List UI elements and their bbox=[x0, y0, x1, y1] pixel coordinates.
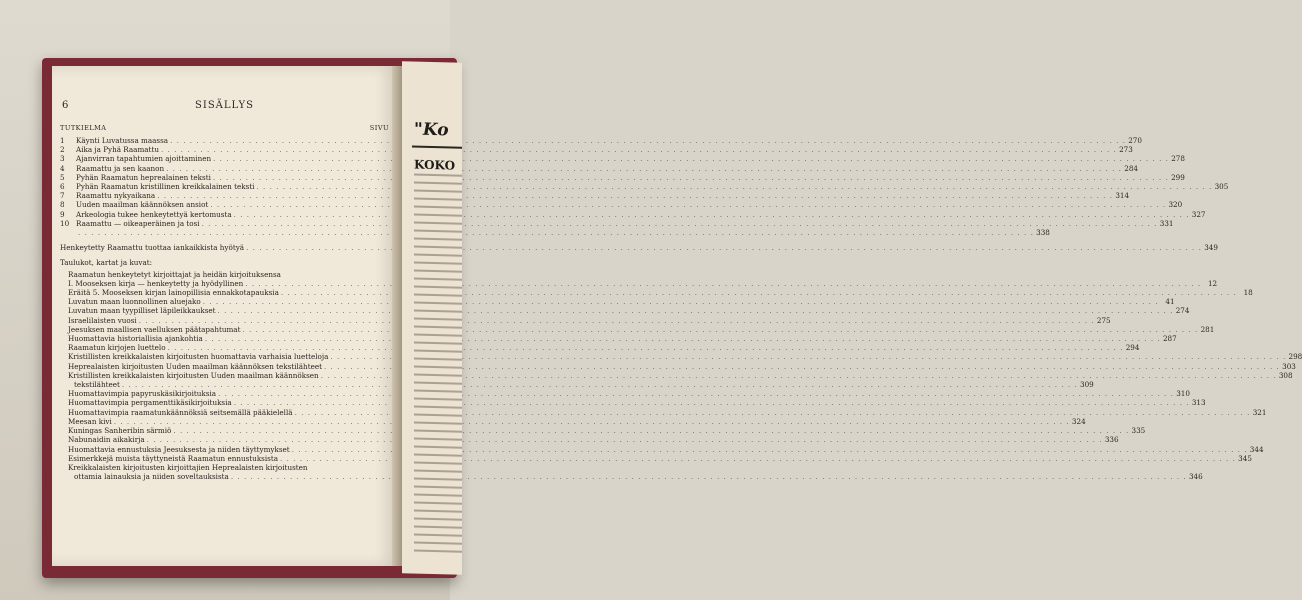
table-entry-title: Jeesuksen maallisen vaelluksen päätapahtumat bbox=[68, 324, 241, 334]
table-entry-row bbox=[60, 407, 1267, 417]
study-page: 331 bbox=[1159, 218, 1174, 228]
table-entry-row bbox=[60, 472, 1203, 482]
table-entry-title: Kristillisten kreikkalaisten kirjoitusten huomattavia varhaisia luetteloja bbox=[68, 352, 329, 362]
table-entry-title: Luvatun maan luonnollinen aluejako bbox=[68, 297, 201, 307]
table-entry-title: Heprealaisten kirjoitusten Uuden maailman käännöksen tekstilähteet bbox=[68, 361, 322, 371]
study-page: 299 bbox=[1171, 172, 1185, 182]
table-entry-page: 313 bbox=[1191, 398, 1206, 408]
study-page: 327 bbox=[1191, 209, 1206, 219]
study-row bbox=[60, 136, 1142, 145]
table-entry-row bbox=[60, 352, 1302, 362]
study-number: 5 bbox=[60, 172, 65, 182]
table-entry-page: 324 bbox=[1071, 416, 1086, 426]
page-column-label: SIVU bbox=[369, 124, 389, 132]
table-entry-page: 275 bbox=[1096, 315, 1111, 325]
page-number: 6 bbox=[62, 100, 69, 111]
table-entry-row bbox=[60, 297, 1175, 307]
table-entry-page: 308 bbox=[1278, 370, 1293, 380]
study-title: Raamattu nykyaikana bbox=[76, 191, 156, 201]
study-column-label: TUTKIELMA bbox=[60, 124, 107, 132]
facing-page-text bbox=[414, 174, 462, 559]
table-entry-title: Luvatun maan tyypilliset läpileikkaukset bbox=[68, 306, 216, 316]
study-number: 7 bbox=[60, 191, 65, 201]
table-entry-title: Esimerkkejä muista täyttyneistä Raamatun ennustuksista bbox=[68, 453, 279, 463]
table-entry-title: Israelilaisten vuosi bbox=[68, 315, 137, 325]
study-row bbox=[60, 200, 1183, 210]
table-entry-row bbox=[60, 278, 1218, 288]
table-entry-page: 310 bbox=[1176, 389, 1190, 399]
table-entry-page: 281 bbox=[1200, 324, 1215, 334]
table-entry-page: 321 bbox=[1252, 407, 1267, 417]
table-entry-page: 18 bbox=[1243, 288, 1253, 298]
table-entry-page: 346 bbox=[1188, 472, 1203, 482]
table-entry-row bbox=[60, 334, 1177, 344]
table-entry-title: Raamatun henkeytetyt kirjoittajat ja heidän kirjoituksensa bbox=[68, 269, 281, 279]
study-number: 2 bbox=[60, 145, 65, 155]
study-row bbox=[60, 191, 1130, 201]
toc-subheader bbox=[60, 124, 389, 134]
study-title: Ajanvirran tapahtumien ajoittaminen bbox=[76, 154, 212, 164]
table-entry-row bbox=[60, 270, 389, 279]
facing-page-title: "Ko bbox=[414, 119, 449, 141]
table-entry-row bbox=[60, 315, 1111, 325]
table-entry-row bbox=[60, 324, 1215, 334]
table-entry-title: Eräitä 5. Mooseksen kirjan lainopillisia ennakkotapauksia bbox=[68, 288, 279, 298]
table-entry-row bbox=[60, 426, 1146, 436]
table-entry-page: 336 bbox=[1104, 435, 1119, 445]
table-entry-page: 344 bbox=[1249, 444, 1264, 454]
table-entry-page: 298 bbox=[1288, 352, 1302, 362]
study-page: 284 bbox=[1124, 163, 1138, 173]
table-entry-page: 287 bbox=[1162, 334, 1177, 344]
study-number: 3 bbox=[60, 154, 65, 164]
table-entry-title: I. Mooseksen kirja — henkeytetty ja hyödyllinen bbox=[68, 278, 244, 288]
benefit-title: Henkeytetty Raamattu tuottaa iankaikkista hyötyä bbox=[60, 243, 245, 253]
table-entry-row bbox=[60, 380, 1094, 390]
benefit-page: 349 bbox=[1204, 243, 1218, 253]
study-row bbox=[60, 145, 1133, 155]
table-entry-title: ottamia lainauksia ja niiden soveltauksista bbox=[74, 472, 229, 482]
study-number: 6 bbox=[60, 182, 65, 192]
table-entry-title: Kristillisten kreikkalaisten kirjoitusten Uuden maailman käännöksen bbox=[68, 370, 319, 380]
table-entry-title: Nabunaidin aikakirja bbox=[68, 435, 145, 445]
table-entry-page: 303 bbox=[1282, 361, 1296, 371]
table-entry-title: Huomattavimpia papyruskäsikirjoituksia bbox=[68, 389, 217, 399]
study-title: Raamattu — oikeaperäinen ja tosi bbox=[76, 218, 200, 228]
table-entry-row bbox=[60, 370, 1293, 380]
table-entry-page: 335 bbox=[1131, 426, 1146, 436]
table-entry-title: Huomattavimpia pergamenttikäsikirjoituksia bbox=[68, 398, 232, 408]
study-number: 10 bbox=[60, 218, 70, 228]
facing-page-dropcap: KOKO bbox=[414, 157, 456, 173]
study-title: Aika ja Pyhä Raamattu bbox=[76, 145, 159, 155]
studies-end-page: 338 bbox=[1036, 228, 1050, 238]
table-entry-row bbox=[60, 463, 389, 472]
table-entry-row bbox=[60, 389, 1190, 399]
table-entry-title: Huomattavia historiallisia ajankohtia bbox=[68, 334, 203, 344]
table-entry-row bbox=[60, 435, 1119, 445]
study-title: Raamattu ja sen kaanon bbox=[76, 163, 165, 173]
table-entry-title: Huomattavia ennustuksia Jeesuksesta ja niiden täyttymykset bbox=[68, 444, 290, 454]
table-entry-row bbox=[60, 306, 1190, 316]
study-title: Käynti Luvatussa maassa bbox=[76, 136, 169, 145]
study-title: Pyhän Raamatun heprealainen teksti bbox=[76, 172, 211, 182]
table-entry-title: tekstilähteet bbox=[74, 380, 120, 390]
tables-heading: Taulukot, kartat ja kuvat: bbox=[60, 258, 153, 268]
study-row bbox=[60, 209, 1206, 219]
table-entry-row bbox=[60, 288, 1253, 298]
table-entry-page: 309 bbox=[1080, 380, 1094, 390]
page-title: SISÄLLYS bbox=[195, 100, 254, 111]
benefit-row bbox=[60, 243, 1218, 253]
table-entry-row bbox=[60, 361, 1296, 371]
table-entry-page: 294 bbox=[1125, 343, 1140, 353]
study-row bbox=[60, 182, 1229, 192]
table-entry-row bbox=[60, 343, 1140, 353]
study-title: Pyhän Raamatun kristillinen kreikkalainen teksti bbox=[76, 182, 255, 192]
study-title: Arkeologia tukee henkeytettyä kertomusta bbox=[76, 209, 232, 219]
table-entry-title: Huomattavimpia raamatunkäännöksiä seitsemällä pääkielellä bbox=[68, 407, 293, 417]
facing-page-rule bbox=[412, 145, 462, 148]
study-number: 1 bbox=[60, 136, 65, 145]
tables-list bbox=[60, 269, 1302, 482]
table-entry-page: 345 bbox=[1238, 453, 1252, 463]
table-entry-page: 274 bbox=[1175, 306, 1190, 316]
table-entry-title: Raamatun kirjojen luettelo bbox=[68, 343, 166, 353]
study-number: 8 bbox=[60, 200, 65, 210]
table-entry-title: Kreikkalaisten kirjoitusten kirjoittajien Heprealaisten kirjoitusten bbox=[68, 462, 308, 472]
study-number: 9 bbox=[60, 209, 65, 219]
study-row bbox=[60, 154, 1185, 164]
study-row bbox=[60, 172, 1185, 182]
study-page: 278 bbox=[1171, 154, 1185, 164]
study-page: 305 bbox=[1214, 182, 1229, 192]
table-entry-page: 12 bbox=[1207, 278, 1218, 288]
table-entry-row bbox=[60, 398, 1206, 408]
table-entry-row bbox=[60, 416, 1086, 426]
table-entry-page: 41 bbox=[1165, 297, 1175, 307]
facing-page bbox=[402, 61, 462, 575]
table-entry-row bbox=[60, 453, 1252, 463]
table-entry-title: Meesan kivi bbox=[68, 416, 112, 426]
study-page: 270 bbox=[1128, 136, 1142, 145]
study-page: 273 bbox=[1119, 145, 1133, 155]
page-header bbox=[52, 100, 397, 112]
study-title: Uuden maailman käännöksen ansiot bbox=[76, 200, 209, 210]
study-page: 320 bbox=[1168, 200, 1183, 210]
studies-end-row bbox=[60, 228, 1050, 238]
study-row bbox=[60, 218, 1174, 228]
table-entry-title: Kuningas Sanheribin särmiö bbox=[68, 426, 172, 436]
table-entry-row bbox=[60, 444, 1264, 454]
study-page: 314 bbox=[1115, 191, 1130, 201]
study-number: 4 bbox=[60, 163, 65, 173]
